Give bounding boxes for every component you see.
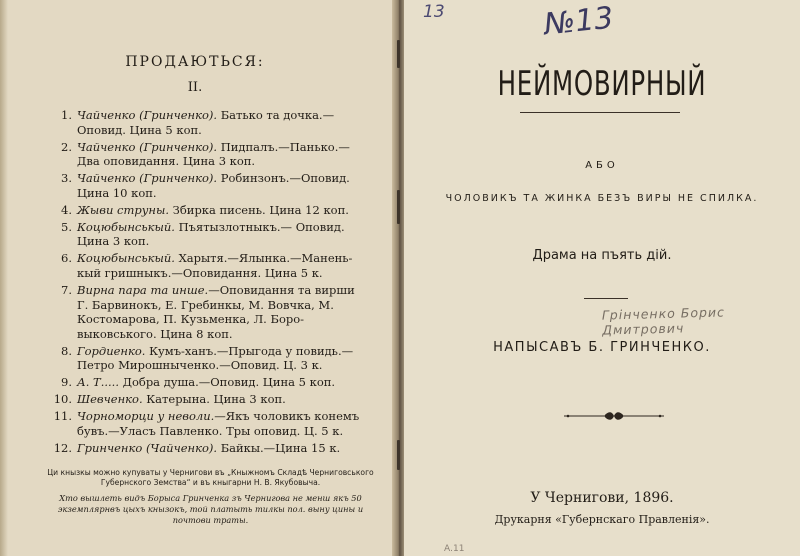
pencil-shelf-mark: А.11: [444, 544, 465, 554]
left-page: [0, 0, 398, 556]
imprint-printer: Друкарня «Губернскаго Правленія».: [494, 513, 710, 526]
discount-notice: Хто вышлеть видъ Борыса Гринченка зъ Чернигова не менш якъ 50 экземплярнвъ цыхъ кнызокъ, той платыть тилкы пол. выну цины и почтови траты.: [57, 493, 364, 525]
list-item: 11. Чорноморци у неволи.—Якъ чоловикъ конемъ бувъ.—Уласъ Павленко. Тры оповид. Ц. 5 к.: [53, 409, 360, 438]
list-item: 2. Чайченко (Гринченко). Пидпалъ.—Панько.— Два оповидання. Цина 3 коп.: [61, 139, 350, 169]
list-heading: ПРОДАЮТЬСЯ:: [125, 54, 265, 70]
pencil-author-note: Грінченко Борис Дмитрович: [601, 304, 726, 338]
imprint-place-year: У Чернигови, 1896.: [530, 490, 674, 506]
book-list: [53, 108, 382, 458]
book-subtitle: ЧОЛОВИКЪ ТА ЖИНКА БЕЗЪ ВИРЫ НЕ СПИЛКА.: [445, 193, 759, 204]
list-item: 8. Гордиенко. Кумъ-ханъ.—Прыгода у повидь.— Петро Мирошныченко.—Оповид. Ц. 3 к.: [61, 343, 354, 373]
list-item: 10. Шевченко. Катерына. Цина 3 коп.: [53, 392, 286, 407]
binding-thread: [397, 440, 400, 470]
page-edge-shadow: [0, 0, 8, 556]
short-rule: [584, 298, 628, 299]
purchase-notice: Ци кнызкы можно купуваты у Чернигови въ „Кныжномъ Складѣ Черниговського Губернского Земства“ и въ кныгарни Н. В. Якубовыча.: [47, 468, 374, 487]
binding-thread: [397, 190, 400, 224]
author-line: НАПЫСАВЪ Б. ГРИНЧЕНКО.: [493, 340, 711, 355]
handwritten-catalog-number: №13: [542, 0, 616, 43]
binding-thread: [397, 40, 400, 68]
ornament-divider: [564, 410, 664, 422]
list-item: 7. Вирна пара та инше.—Оповидання та вирши Г. Барвинокъ, Е. Гребинкы, М. Вовчка, М. Костомарова, П. Кузьменка, Л. Боро-выковського. Цина 8 коп.: [61, 283, 355, 341]
list-item: 9. А. Т..... Добра душа.—Оповид. Цина 5 коп.: [61, 375, 336, 390]
book-title: НЕЙМОВИРНЫЙ: [497, 64, 707, 104]
list-item: 5. Коцюбынськый. Пъятызлотныкъ.— Оповид. Цина 3 коп.: [61, 219, 345, 249]
list-item: 12. Гринченко (Чайченко). Байкы.—Цина 15 к.: [53, 441, 341, 456]
title-rule: [520, 112, 680, 113]
list-part-number: II.: [187, 80, 203, 95]
list-item: 3. Чайченко (Гринченко). Робинзонъ.—Оповид. Цина 10 коп.: [61, 171, 350, 200]
list-item: 4. Жыви струны. Збирка писень. Цина 12 коп.: [61, 202, 349, 217]
list-item: 6. Коцюбынськый. Харытя.—Ялынка.—Манень- кый гришныкъ.—Оповидання. Цина 5 к.: [61, 251, 353, 280]
genre-line: Драма на пъять дій.: [532, 248, 672, 263]
list-item: 1. Чайченко (Гринченко). Батько та дочка.— Оповид. Цина 5 коп.: [61, 108, 335, 137]
title-conjunction: АБО: [585, 160, 619, 171]
handwritten-page-mark: 13: [423, 2, 445, 22]
